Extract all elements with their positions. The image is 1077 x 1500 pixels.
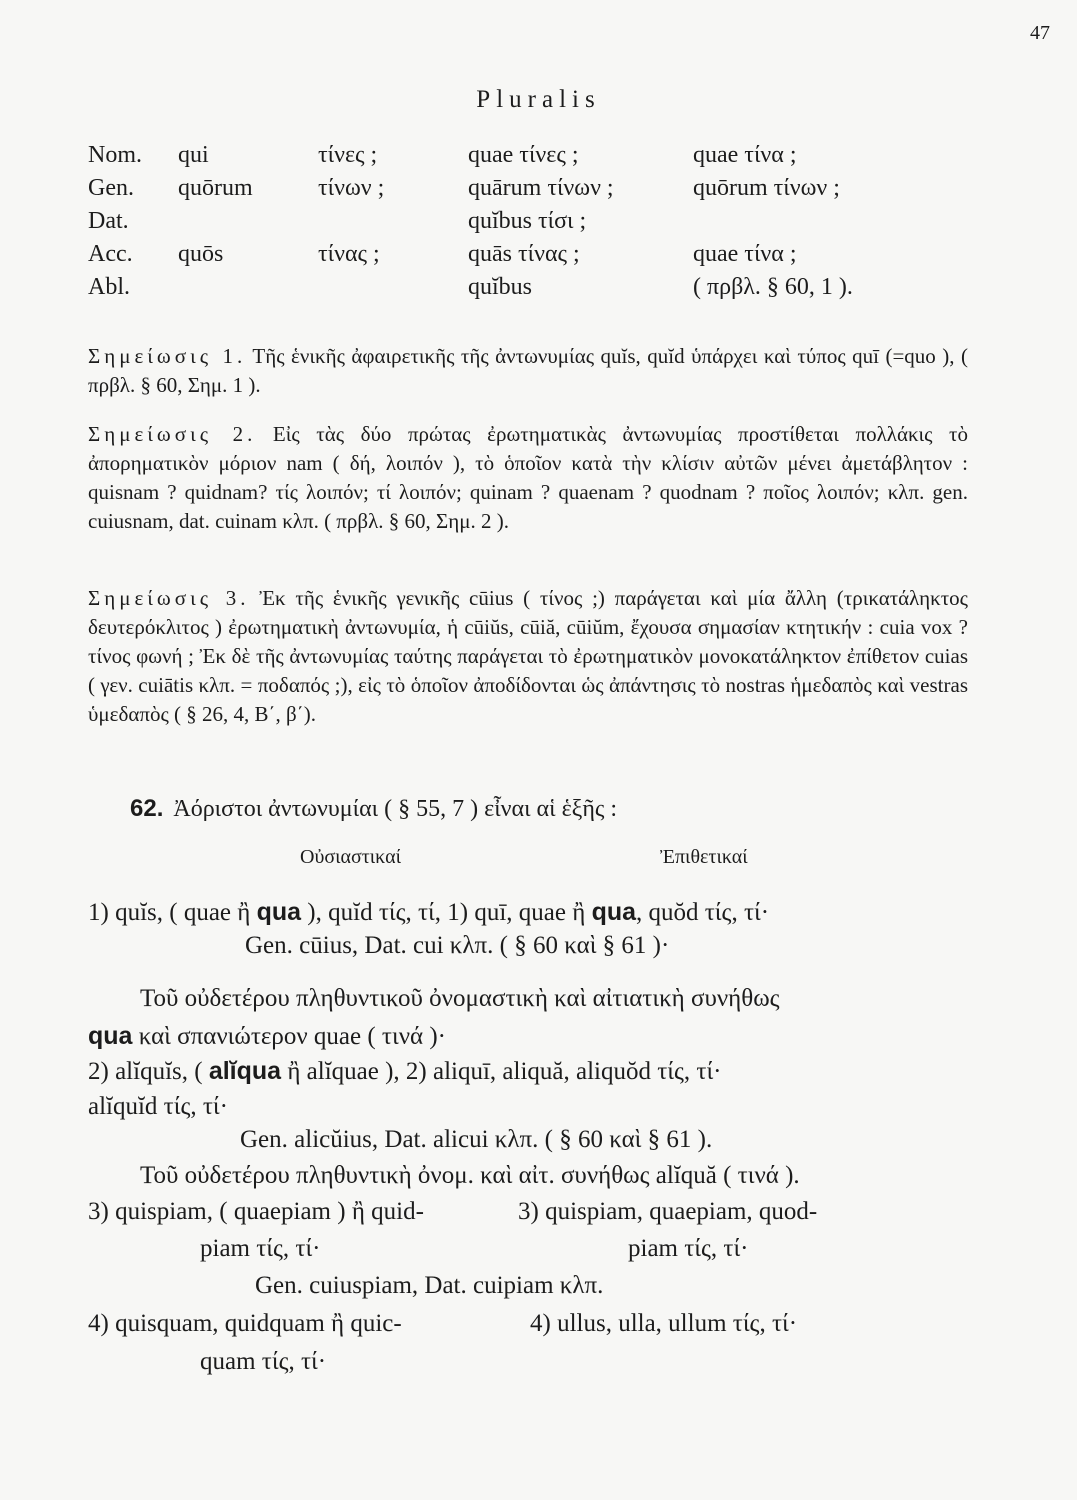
line-4: qua καὶ σπανιώτερον quae ( τινά )· <box>88 1022 447 1050</box>
line-5: 2) alĭquĭs, ( alĭqua ἢ alĭquae ), 2) aliquī, aliquă, aliquŏd τίς, τί· <box>88 1057 722 1085</box>
note-1 <box>88 342 968 400</box>
paradigm-cell-n: quae τίνα ; <box>693 241 797 267</box>
line-13: quam τίς, τί· <box>200 1348 327 1375</box>
paradigm-cell-m2: τίνων ; <box>318 175 385 201</box>
subheading-substantives: Οὐσιαστικαί <box>300 846 401 868</box>
paradigm-cell-f: quae τίνες ; <box>468 142 579 168</box>
paradigm-cell-n: quae τίνα ; <box>693 142 797 168</box>
note-lead: Σημείωσις 3. <box>88 586 250 610</box>
line-1: 1) quĭs, ( quae ἢ qua ), quĭd τίς, τί, 1) quī, quae ἢ qua, quŏd τίς, τί· <box>88 898 770 926</box>
paradigm-cell-case: Nom. <box>88 142 142 168</box>
section-62-heading <box>130 795 617 823</box>
paradigm-row <box>88 274 988 307</box>
section-number: 62. <box>130 795 164 822</box>
paradigm-cell-case: Dat. <box>88 208 129 234</box>
line-2: Gen. cūius, Dat. cui κλπ. ( § 60 καὶ § 61 )· <box>245 932 670 959</box>
paradigm-cell-m1: quōs <box>178 241 224 267</box>
line-9b: 3) quispiam, quaepiam, quod- <box>518 1198 818 1225</box>
paradigm-cell-n: quōrum τίνων ; <box>693 175 840 201</box>
paradigm-cell-m2: τίνας ; <box>318 241 380 267</box>
line-9a: 3) quispiam, ( quaepiam ) ἢ quid- <box>88 1198 424 1225</box>
note-lead: Σημείωσις 2. <box>88 422 257 446</box>
paradigm-cell-f: quĭbus <box>468 274 533 300</box>
paradigm-cell-f: quās τίνας ; <box>468 241 580 267</box>
page-number: 47 <box>1030 22 1050 44</box>
paradigm-table <box>88 142 988 307</box>
subheading-adjectives: Ἐπιθετικαί <box>660 846 748 868</box>
note-text: Εἰς τὰς δύο πρώτας ἐρωτηματικὰς ἀντωνυμίας προστίθεται πολλάκις τὸ ἀπορηματικὸν μόριον nam ( δή, λοιπόν ), τὸ ὁποῖον κατὰ τὴν κλίσιν αὐτῶν μένει ἀμετάβλητον : quisnam ? quidnam? τίς λοιπόν; τί λοιπόν; quinam ? quaenam ? quodnam ? ποῖος λοιπόν; κλπ. gen. cuiusnam, dat. cuinam κλπ. ( πρβλ. § 60, Σημ. 2 ). <box>88 422 969 533</box>
note-3 <box>88 584 968 729</box>
line-6: alĭquĭd τίς, τί· <box>88 1093 228 1120</box>
paradigm-cell-case: Acc. <box>88 241 133 267</box>
paradigm-cell-m1: quōrum <box>178 175 253 201</box>
line-7: Gen. alicŭius, Dat. alicui κλπ. ( § 60 καὶ § 61 ). <box>240 1126 713 1153</box>
line-12a: 4) quisquam, quidquam ἢ quic- <box>88 1310 402 1337</box>
paradigm-cell-f: quĭbus τίσι ; <box>468 208 587 234</box>
pluralis-title: Pluralis <box>476 86 601 113</box>
line-11: Gen. cuiuspiam, Dat. cuipiam κλπ. <box>255 1272 604 1299</box>
paradigm-cell-case: Abl. <box>88 274 130 300</box>
paradigm-cell-case: Gen. <box>88 175 134 201</box>
line-8: Τοῦ οὐδετέρου πληθυντικὴ ὀνομ. καὶ αἰτ. συνήθως alĭquă ( τινά ). <box>140 1162 800 1189</box>
paradigm-cell-n: ( πρβλ. § 60, 1 ). <box>693 274 853 300</box>
paradigm-cell-f: quārum τίνων ; <box>468 175 614 201</box>
paradigm-row <box>88 241 988 274</box>
note-text: Ἐκ τῆς ἑνικῆς γενικῆς cūius ( τίνος ;) παράγεται καὶ μία ἄλλη (τρικατάληκτος δευτερόκλιτος ) ἐρωτηματικὴ ἀντωνυμία, ἡ cūiŭs, cūiă, cūiŭm, ἔχουσα σημασίαν κτητικήν : cuia vox ? τίνος φωνή ; Ἐκ δὲ τῆς ἀντωνυμίας ταύτης παράγεται τὸ ἐρωτηματικὸν μονοκατάληκτον ἐπίθετον cuias ( γεν. cuiātis κλπ. = ποδαπός ;), εἰς τὸ ὁποῖον ἀποδίδονται ὡς ἀπάντησις τὸ nostras ἡμεδαπὸς καὶ vestras ὑμεδαπὸς ( § 26, 4, Β΄, β΄). <box>88 586 969 726</box>
paradigm-cell-m1: qui <box>178 142 209 168</box>
note-2 <box>88 420 968 536</box>
paradigm-row <box>88 175 988 208</box>
note-lead: Σημείωσις 1. <box>88 344 247 368</box>
line-10b: piam τίς, τί· <box>628 1235 749 1262</box>
paradigm-cell-m2: τίνες ; <box>318 142 378 168</box>
section-title: Ἀόριστοι ἀντωνυμίαι ( § 55, 7 ) εἶναι αἱ ἑξῆς : <box>173 796 618 822</box>
note-text: Τῆς ἑνικῆς ἀφαιρετικῆς τῆς ἀντωνυμίας quĭs, quĭd ὑπάρχει καὶ τύπος quī (=quo ), ( πρβλ. § 60, Σημ. 1 ). <box>88 344 969 397</box>
line-12b: 4) ullus, ulla, ullum τίς, τί· <box>530 1310 798 1337</box>
paradigm-row <box>88 208 988 241</box>
line-10a: piam τίς, τί· <box>200 1235 321 1262</box>
paradigm-row <box>88 142 988 175</box>
line-3: Τοῦ οὐδετέρου πληθυντικοῦ ὀνομαστικὴ καὶ αἰτιατικὴ συνήθως <box>140 985 780 1012</box>
